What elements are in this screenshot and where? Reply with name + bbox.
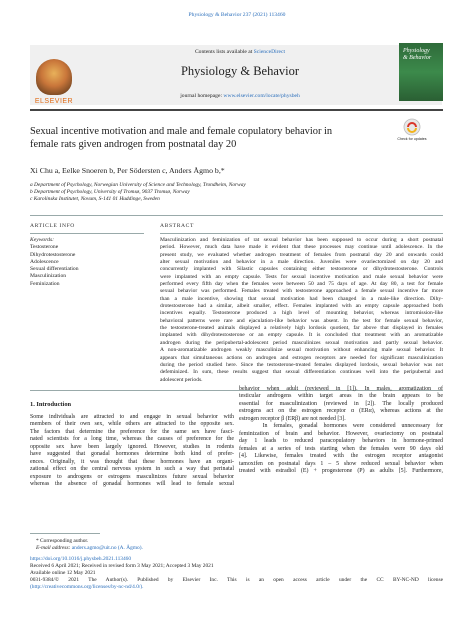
abstract.lines-line: alter sexual motivation and behavior in a male direction. Juveniles were ovariectomized on day 20 and bbox=[160, 259, 443, 266]
elsevier-tree-icon bbox=[36, 59, 72, 95]
cover-title-line2: & Behavior bbox=[403, 55, 432, 61]
intro.left_lines-line: exposure to androgens or estrogens masculinizes future sexual behavior bbox=[30, 473, 234, 480]
footnote-block bbox=[30, 538, 443, 552]
keyword: Feminization bbox=[30, 280, 60, 287]
keywords-block bbox=[30, 237, 144, 288]
keyword: Dihydrotestosterone bbox=[30, 251, 76, 258]
publication-info bbox=[30, 556, 443, 591]
abstract-heading: ABSTRACT bbox=[160, 223, 195, 229]
title-line-1: Sexual incentive motivation and male and female copulatory behavior in bbox=[30, 126, 333, 137]
cover-title-line1: Physiology bbox=[403, 48, 430, 54]
intro.right_lines-line: In females, gonadal hormones were considered unnecessary for bbox=[239, 423, 443, 430]
homepage-link[interactable]: www.elsevier.com/locate/physbeh bbox=[223, 93, 300, 99]
intro.right_lines-line: tamoxifen on postnatal days 1 – 5 show reduced sexual behavior when bbox=[239, 460, 443, 467]
received-line: Received 6 April 2021; Received in revised form 3 May 2021; Accepted 3 May 2021 bbox=[30, 563, 214, 569]
intro.right_lines-line: treated with estradiol (E) + progesterone (P) as adults [5]. Furthermore, bbox=[239, 467, 443, 474]
contents-prefix: Contents lists available at bbox=[194, 49, 254, 55]
intro.right_lines-line: testicular androgens within target areas in the brain appears to be bbox=[239, 393, 443, 400]
intro.right_lines-line: day 1 leads to reduced paracopulatory behaviors in hormone-primed bbox=[239, 438, 443, 445]
abstract.lines-line: concurrently implanted with Silastic capsules containing either testosterone or dihydrotestosterone. Controls bbox=[160, 266, 443, 273]
intro.left_lines-line: have suggested that gonadal hormones determine both kind of prefer- bbox=[30, 451, 234, 458]
running-head[interactable]: Physiology & Behavior 237 (2021) 113460 bbox=[188, 12, 286, 18]
abstract-rule bbox=[160, 233, 443, 234]
intro.left_lines-line: nated scientists for a long time, whereas the causes of preference for the bbox=[30, 436, 234, 443]
affiliation-c: c Karolinska Institutet, Novum, S-141 01 Huddinge, Sweden bbox=[30, 196, 160, 202]
sciencedirect-link[interactable]: ScienceDirect bbox=[253, 49, 286, 55]
journal-name: Physiology & Behavior bbox=[180, 64, 300, 78]
abstract.lines-line: behavioral patterns were rare and ejaculation-like behavior was absent. In the test for female sexual behavior, bbox=[160, 317, 443, 324]
abstract.lines-line: appears that simultaneous actions on androgen and estrogen receptors are needed for significant masculinization bbox=[160, 354, 443, 361]
abstract.lines-line: during the period studied here. Since the testosterone-treated females displayed lordosis, sexual behavior was not bbox=[160, 361, 443, 368]
journal-cover bbox=[399, 43, 443, 101]
section-heading-introduction: 1. Introduction bbox=[30, 401, 72, 408]
email-link[interactable]: anders.agmo@uit.no (A. Ågmo). bbox=[71, 545, 143, 551]
intro.right_lines-line: estrogens act on the estrogen receptor α (ERα), whereas actions at the bbox=[239, 408, 443, 415]
footnote-rule bbox=[30, 533, 100, 534]
intro-left-column bbox=[30, 414, 234, 489]
homepage-line bbox=[90, 93, 390, 100]
abstract.lines-line: were implanted with an empty capsule. Tests for sexual incentive motivation and male sexual behavior were bbox=[160, 273, 443, 280]
intro.left_lines-line: opposite sex have been largely ignored. However, studies in rodents bbox=[30, 443, 234, 450]
affiliations bbox=[30, 182, 410, 203]
intro.left_lines-line: ences. Originally, it was thought that these hormones have an organi- bbox=[30, 458, 234, 465]
intro.right_lines-line: females at a series of tests starting when the females were 90 days old bbox=[239, 445, 443, 452]
intro.right_lines-line: feminization of brain and behavior. However, ovariectomy on postnatal bbox=[239, 430, 443, 437]
homepage-prefix: journal homepage: bbox=[180, 93, 224, 99]
contents-line bbox=[90, 49, 390, 56]
abstract.lines-line: adolescent periods. bbox=[160, 376, 203, 383]
abstract.lines-line: period. However, much data have made it evident that these processes may continue until adolescence. In the bbox=[160, 244, 443, 251]
publisher-name: ELSEVIER bbox=[34, 98, 74, 105]
affiliation-b: b Department of Psychology, University of Tromsø, 9037 Tromsø, Norway bbox=[30, 189, 190, 195]
available-line: Available online 12 May 2021 bbox=[30, 570, 96, 576]
abstract.lines-line: drotestosterone had a similar, albeit smaller, effect. Females implanted with an empty capsule approached both bbox=[160, 303, 443, 310]
keyword: Masculinization bbox=[30, 273, 67, 280]
abstract.lines-line: Masculinization and feminization of rat sexual behavior has been supposed to occur during a short postnatal bbox=[160, 237, 443, 243]
masthead-divider bbox=[30, 109, 443, 111]
license-line: 0031-9384/© 2021 The Author(s). Published by Elsevier Inc. This is an open access article under the CC BY-NC-ND license bbox=[30, 577, 443, 583]
intro.right_lines-line: [4]. Likewise, females treated with the estrogen receptor antagonist bbox=[239, 453, 443, 460]
license-url[interactable]: (http://creativecommons.org/licenses/by-nc-nd/4.0/). bbox=[30, 584, 144, 590]
intro.left_lines-line: whereas the absence of gonadal hormones will lead to female sexual bbox=[30, 481, 234, 488]
intro.left_lines-line: members of their own sex, while others are attracted to the opposite sex. bbox=[30, 421, 234, 428]
abstract.lines-line: androgen during the peripubertal-adolescent period masculinizes sexual motivation and partly sexual behavior. bbox=[160, 339, 443, 346]
intro.left_lines-line: The factors that determine the preference for the same sex have fasci- bbox=[30, 428, 234, 435]
email-line bbox=[30, 545, 443, 552]
author-list: Xi Chu a, Eelke Snoeren b, Per Södersten c, Anders Ågmo b,* bbox=[30, 166, 225, 175]
keywords-label: Keywords: bbox=[30, 237, 55, 243]
abstract.lines-line: sexual behavior was performed. Females treated with testosterone approached a female sexual incentive far more bbox=[160, 288, 443, 295]
abstract-body bbox=[160, 237, 443, 384]
abstract.lines-line: A non-aromatizable androgen weakly masculinize sexual motivation without enhancing male sexual behavior. It bbox=[160, 347, 443, 354]
abstract.lines-line: the testosterone-treated animals displayed a relatively high lordosis quotient, far above that displayed in females bbox=[160, 325, 443, 332]
badge-label: Check for updates bbox=[397, 137, 427, 141]
elsevier-logo bbox=[30, 45, 78, 105]
intro.left_lines-line: Some individuals are attracted to and engage in sexual behavior with bbox=[30, 414, 234, 420]
check-for-updates-badge[interactable] bbox=[398, 116, 426, 144]
intro.right_lines-line: behavior when adult (reviewed in [1]). In males, aromatization of bbox=[239, 386, 443, 392]
abstract.lines-line: than a male incentive, showing that sexual motivation had been changed in a male-like direction. Dihy- bbox=[160, 295, 443, 302]
article-info-heading: ARTICLE INFO bbox=[30, 223, 75, 229]
front-matter-divider bbox=[30, 215, 443, 216]
doi-link[interactable]: https://doi.org/10.1016/j.physbeh.2021.113460 bbox=[30, 556, 132, 562]
keyword: Sexual differentiation bbox=[30, 266, 79, 273]
intro.right_lines-line: estrogen receptor β (ERβ) are not needed [3]. bbox=[239, 415, 346, 422]
intro.left_lines-line: zational effect on the central nervous system in such a way that perinatal bbox=[30, 466, 234, 473]
email-label: E-mail address: bbox=[36, 545, 72, 551]
article-info-rule bbox=[30, 233, 144, 234]
keyword: Adolescence bbox=[30, 258, 59, 265]
intro.right_lines-line: essential for masculinization (reviewed in [2]). The locally produced bbox=[239, 400, 443, 407]
title-line-2: female rats given androgen from postnatal day 20 bbox=[30, 138, 237, 150]
abstract.lines-line: present study, we evaluated whether androgen treatment of females from postnatal day 20 and onwards could bbox=[160, 251, 443, 258]
affiliation-a: a Department of Psychology, Norwegian University of Science and Technology, Trondheim, Norway bbox=[30, 182, 246, 188]
abstract.lines-line: defeminized. In sum, these results suggest that sexual differentiation continues well into the peripubertal and bbox=[160, 369, 443, 376]
abstract.lines-line: implanted with dihydrotestosterone or an empty capsule. It is concluded that treatment with an aromatizable bbox=[160, 332, 443, 339]
abstract.lines-line: incentives equally. Testosterone produced a high level of mounting behavior, whereas intromission-like bbox=[160, 310, 443, 317]
intro-right-column bbox=[239, 386, 443, 475]
corresponding-author-note: * Corresponding author. bbox=[36, 538, 89, 544]
abstract.lines-line: performed every fifth day when the females were between 50 and 75 days of age. At day 80, a test for female bbox=[160, 281, 443, 288]
keyword: Testosterone bbox=[30, 244, 59, 251]
article-title bbox=[30, 126, 390, 151]
